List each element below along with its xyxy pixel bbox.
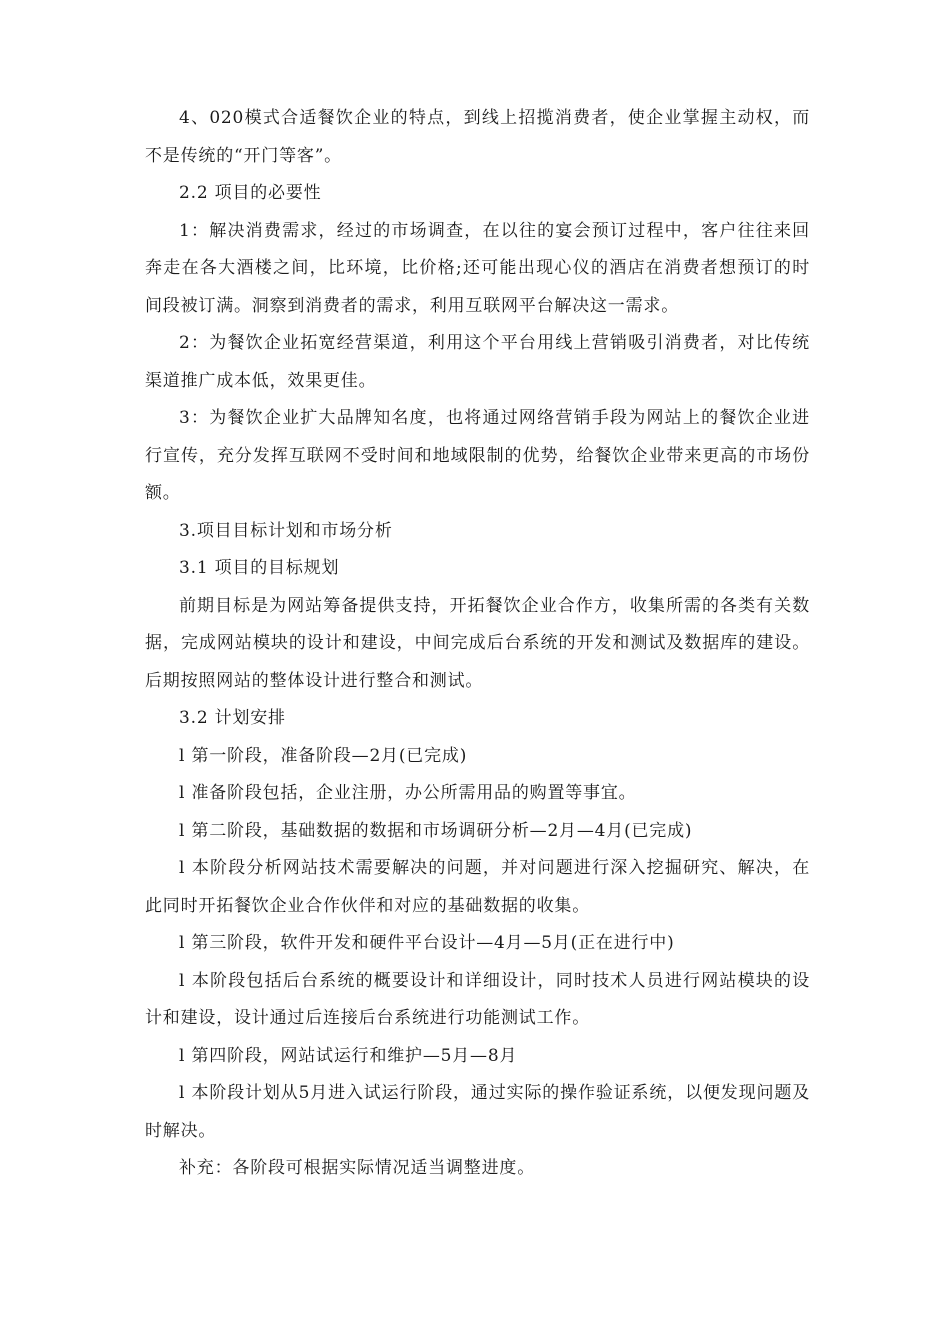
list-item-stage-1: l 第一阶段，准备阶段—2月(已完成) xyxy=(179,745,468,766)
paragraph-supplement: 补充：各阶段可根据实际情况适当调整进度。 xyxy=(179,1158,535,1178)
list-item-stage-2: l 第二阶段，基础数据的数据和市场调研分析—2月—4月(已完成) xyxy=(179,820,693,841)
list-item-stage-4: l 第四阶段，网站试运行和维护—5月—8月 xyxy=(179,1045,518,1066)
list-item-stage-1-detail: l 准备阶段包括，企业注册，办公所需用品的购置等事宜。 xyxy=(179,783,637,803)
list-item-stage-4-detail: l 本阶段计划从5月进入试运行阶段，通过实际的操作验证系统，以便发现问题及时解决。 xyxy=(145,1083,810,1141)
paragraph-goal-planning: 前期目标是为网站筹备提供支持，开拓餐饮企业合作方，收集所需的各类有关数据，完成网站模块的设计和建设，中间完成后台系统的开发和测试及数据库的建设。后期按照网站的整体设计进行整合和测试。 xyxy=(145,595,810,691)
paragraph-necessity-2: 2：为餐饮企业拓宽经营渠道，利用这个平台用线上营销吸引消费者，对比传统渠道推广成本低，效果更佳。 xyxy=(145,333,810,391)
list-item-stage-2-detail: l 本阶段分析网站技术需要解决的问题，并对问题进行深入挖掘研究、解决，在此同时开拓餐饮企业合作伙伴和对应的基础数据的收集。 xyxy=(145,858,810,916)
heading-schedule: 3.2 计划安排 xyxy=(179,708,286,728)
heading-goal-planning: 3.1 项目的目标规划 xyxy=(179,558,340,578)
heading-necessity: 2.2 项目的必要性 xyxy=(179,183,322,203)
paragraph-necessity-1: 1：解决消费需求，经过的市场调查，在以往的宴会预订过程中，客户往往来回奔走在各大酒楼之间，比环境，比价格;还可能出现心仪的酒店在消费者想预订的时间段被订满。洞察到消费者的需求，利用互联网平台解决这一需求。 xyxy=(145,220,810,316)
list-item-stage-3-detail: l 本阶段包括后台系统的概要设计和详细设计，同时技术人员进行网站模块的设计和建设，设计通过后连接后台系统进行功能测试工作。 xyxy=(145,970,810,1028)
paragraph-necessity-3: 3：为餐饮企业扩大品牌知名度，也将通过网络营销手段为网站上的餐饮企业进行宣传，充分发挥互联网不受时间和地域限制的优势，给餐饮企业带来更高的市场份额。 xyxy=(145,408,810,503)
document-body xyxy=(145,100,810,1188)
list-item-stage-3: l 第三阶段，软件开发和硬件平台设计—4月—5月(正在进行中) xyxy=(179,933,675,953)
heading-goals-and-market: 3.项目目标计划和市场分析 xyxy=(179,520,393,541)
paragraph-o2o-feature: 4、020模式合适餐饮企业的特点，到线上招揽消费者，使企业掌握主动权，而不是传统的“开门等客”。 xyxy=(145,108,810,166)
